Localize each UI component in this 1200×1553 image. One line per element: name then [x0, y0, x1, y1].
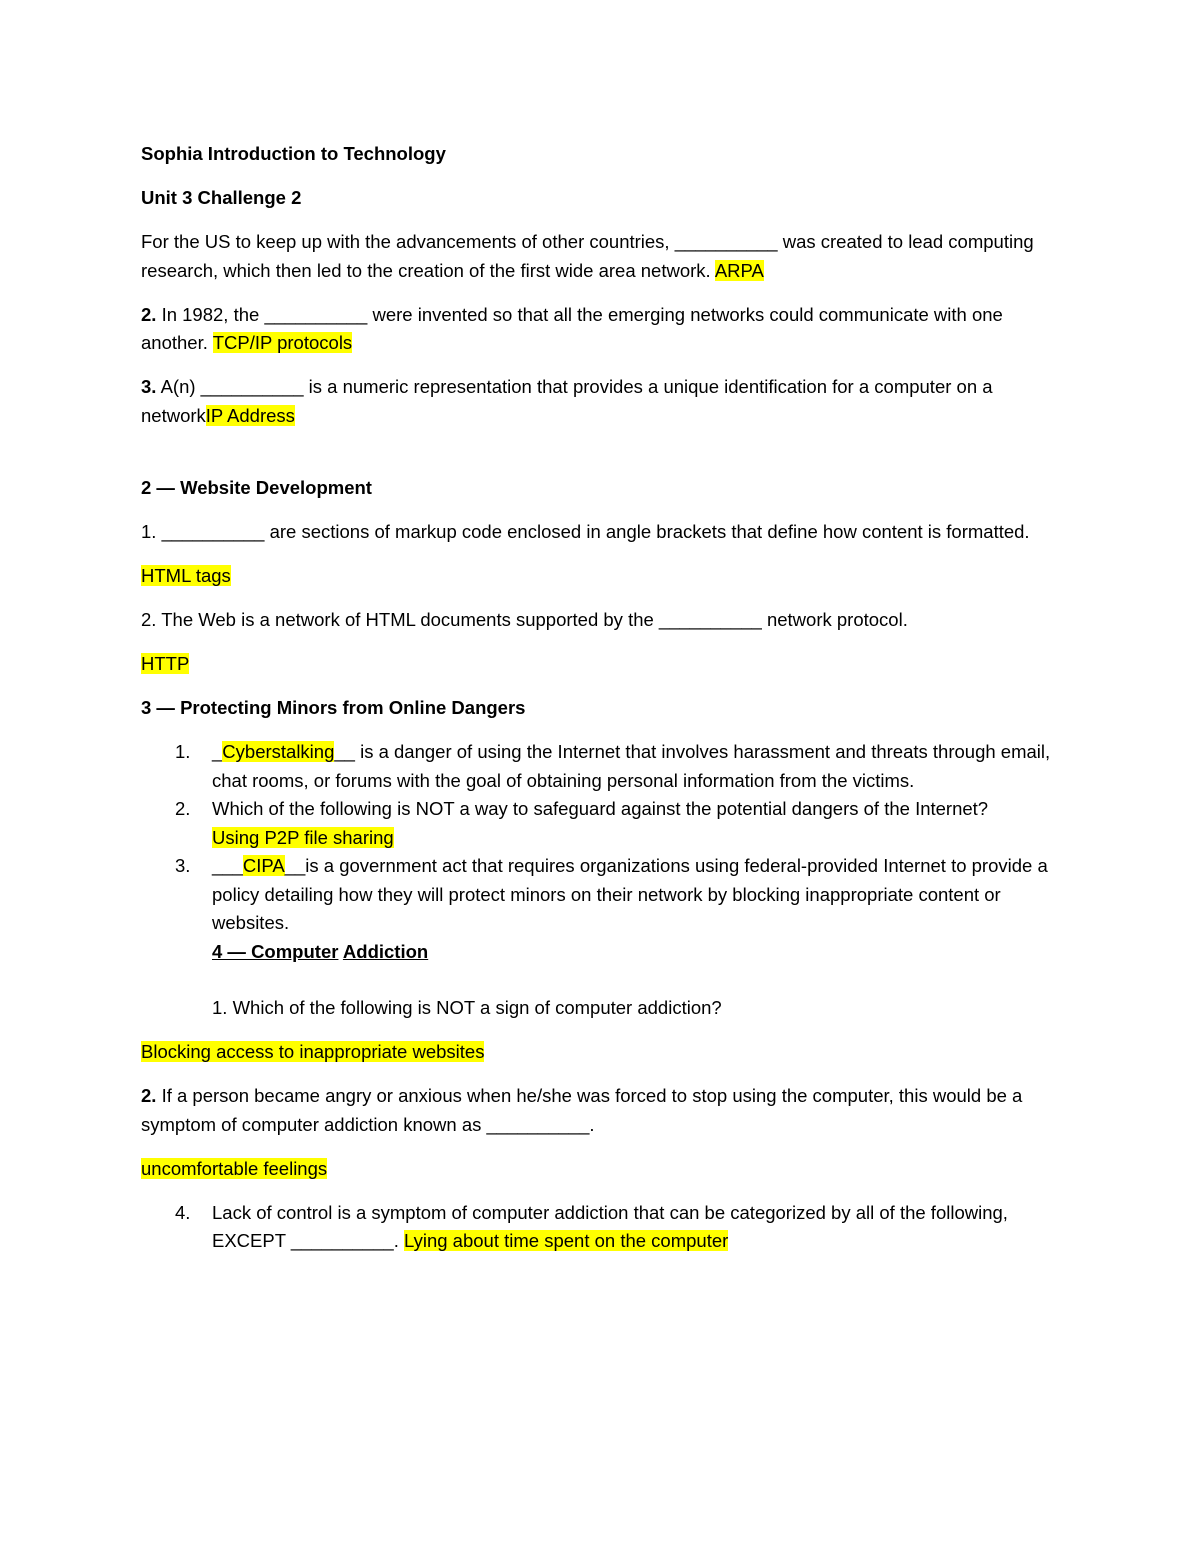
answer-highlight: Using P2P file sharing [212, 826, 394, 848]
answer-highlight: Cyberstalking [222, 741, 335, 762]
answer-highlight: HTTP [141, 653, 190, 674]
question-s1-q1 [141, 228, 1066, 285]
question-number: 2. [141, 303, 157, 325]
numbered-list-section3 [141, 738, 1066, 938]
section-heading-computer-addiction [141, 938, 1066, 967]
heading-part-1: 4 — Computer [212, 940, 339, 962]
blank-suffix: __ [284, 855, 306, 876]
answer-highlight: IP Address [205, 404, 295, 426]
answer-highlight: HTML tags [141, 565, 231, 586]
answer-highlight: uncomfortable feelings [141, 1157, 328, 1179]
answer-highlight: TCP/IP protocols [212, 332, 353, 353]
heading-part-2: Addiction [342, 940, 429, 962]
list-number: 3. [175, 855, 191, 876]
list-number: 2. [175, 798, 191, 819]
question-s4-q1 [141, 994, 1066, 1023]
spacer [141, 430, 1066, 474]
answer-highlight: ARPA [714, 259, 764, 281]
question-text: is a government act that requires organizations using federal-provided Internet to provide a policy detailing how they will protect minors on their network by blocking inappropriate content or websites. [212, 855, 1048, 933]
list-number: 4. [175, 1201, 191, 1223]
answer-highlight: Lying about time spent on the computer [404, 1230, 729, 1251]
question-s2-q2 [141, 606, 1066, 635]
question-text: Which of the following is NOT a sign of computer addiction? [232, 997, 722, 1018]
answer-s2-q2 [141, 650, 1066, 679]
question-text: is a danger of using the Internet that involves harassment and threats through email, chat rooms, or forums with the goal of obtaining personal information from the victims. [212, 741, 1051, 791]
question-number: 2. [141, 609, 157, 630]
document-page [141, 140, 1066, 1256]
question-s2-q1 [141, 518, 1066, 547]
question-text: If a person became angry or anxious when he/she was forced to stop using the computer, this would be a symptom of computer addiction known as __________. [141, 1085, 1023, 1135]
question-text: Lack of control is a symptom of computer addiction that can be categorized by all of the following, EXCEPT __________. [212, 1201, 1008, 1251]
question-number: 3. [141, 376, 157, 397]
answer-highlight: CIPA [242, 855, 285, 876]
list-item [141, 738, 1066, 795]
numbered-list-section4 [141, 1199, 1066, 1256]
list-item [141, 1199, 1066, 1256]
question-text: A(n) __________ is a numeric representation that provides a unique identification for a computer on a network [141, 376, 993, 426]
section-heading-protecting-minors: 3 — Protecting Minors from Online Dangers [141, 697, 526, 718]
question-s4-q2 [141, 1082, 1066, 1139]
question-text: In 1982, the __________ were invented so that all the emerging networks could communicate with one another. [141, 303, 1003, 353]
answer-s2-q1 [141, 562, 1066, 591]
list-item [141, 795, 1066, 852]
list-item [141, 852, 1066, 938]
answer-highlight: Blocking access to inappropriate websites [141, 1041, 485, 1062]
spacer [141, 966, 1066, 994]
question-s1-q2 [141, 301, 1066, 358]
document-subtitle: Unit 3 Challenge 2 [141, 187, 302, 208]
question-text: For the US to keep up with the advancements of other countries, __________ was created to lead computing research, which then led to the creation of the first wide area network. [141, 231, 1034, 281]
question-number: 1. [141, 521, 157, 542]
answer-s4-q1 [141, 1038, 1066, 1067]
question-number: 2. [141, 1085, 157, 1106]
blank-suffix: __ [334, 741, 355, 762]
list-number: 1. [175, 741, 191, 762]
question-number: 1. [212, 997, 228, 1018]
question-s1-q3 [141, 373, 1066, 430]
question-text: Which of the following is NOT a way to safeguard against the potential dangers of the Internet? [212, 798, 989, 819]
answer-s4-q2 [141, 1155, 1066, 1184]
question-text: __________ are sections of markup code enclosed in angle brackets that define how content is formatted. [161, 521, 1030, 542]
blank-prefix: ___ [212, 855, 243, 876]
section-heading-website-development: 2 — Website Development [141, 477, 372, 498]
document-title: Sophia Introduction to Technology [141, 143, 446, 164]
question-text: The Web is a network of HTML documents supported by the __________ network protocol. [161, 609, 908, 630]
blank-prefix: _ [212, 741, 223, 762]
